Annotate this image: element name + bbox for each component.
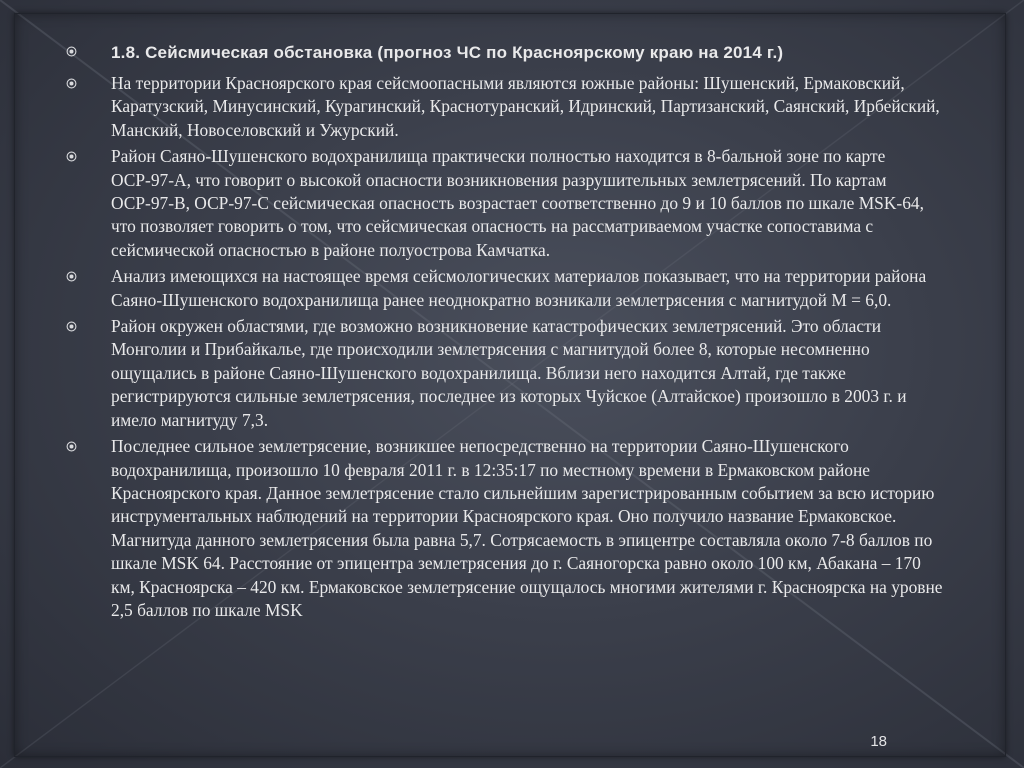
paragraph-seismological-analysis xyxy=(66,265,946,312)
paragraph-text: Последнее сильное землетрясение, возникшее непосредственно на территории Саяно-Шушенского водохранилища, произошло 10 февраля 2011 г. в 12:35:17 по местному времени в Ермаковском районе Красноярского края. Данное землетрясение стало сильнейшим зарегистрированным событием за всю историю инструментальных наблюдений на территории Красноярского края. Оно получило название Ермаковское. Магнитуда данного землетрясения была равна 5,7. Сотрясаемость в эпицентре составляла около 7-8 баллов по шкале MSK 64. Расстояние от эпицентра землетрясения до г. Саяногорска равно около 100 км, Абакана – 170 км, Красноярска – 420 км. Ермаковское землетрясение ощущалось многими жителями г. Красноярска на уровне 2,5 баллов по шкале MSK xyxy=(111,436,943,620)
radio-circle-bullet-icon xyxy=(66,441,77,452)
slide-content xyxy=(66,41,946,625)
page-number: 18 xyxy=(870,733,887,750)
paragraph-text: Район окружен областями, где возможно возникновение катастрофических землетрясений. Это области Монголии и Прибайкалье, где происходили землетрясения с магнитудой более 8, которые несомненно ощущались в районе Саяно-Шушенского водохранилища. Вблизи него находится Алтай, где также регистрируются сильные землетрясения, последнее из которых Чуйское (Алтайское) произошло в 2003 г. и имело магнитуду 7,3. xyxy=(111,316,907,430)
paragraph-text: Район Саяно-Шушенского водохранилища практически полностью находится в 8-бальной зоне по карте ОСР-97-А, что говорит о высокой опасности возникновения разрушительных землетрясений. По картам ОСР-97-В, ОСР-97-С сейсмическая опасность возрастает соответственно до 9 и 10 баллов по шкале MSK-64, что позволяет говорить о том, что сейсмическая опасность на рассматриваемом участке сопоставима с сейсмической опасностью в районе полуострова Камчатка. xyxy=(111,146,924,260)
radio-circle-bullet-icon xyxy=(66,46,77,57)
paragraph-reservoir-zone xyxy=(66,145,946,262)
slide-title-text: 1.8. Сейсмическая обстановка (прогноз ЧС по Красноярскому краю на 2014 г.) xyxy=(111,43,784,62)
paragraph-southern-districts xyxy=(66,72,946,142)
paragraph-surrounding-regions xyxy=(66,315,946,432)
radio-circle-bullet-icon xyxy=(66,151,77,162)
paragraph-text: Анализ имеющихся на настоящее время сейсмологических материалов показывает, что на территории района Саяно-Шушенского водохранилища ранее неоднократно возникали землетрясения с магнитудой М = 6,0. xyxy=(111,266,927,310)
paragraph-text: На территории Красноярского края сейсмоопасными являются южные районы: Шушенский, Ермаковский, Каратузский, Минусинский, Курагинский, Краснотуранский, Идринский, Партизанский, Саянский, Ирбейский, Манский, Новоселовский и Ужурский. xyxy=(111,73,940,140)
radio-circle-bullet-icon xyxy=(66,321,77,332)
radio-circle-bullet-icon xyxy=(66,78,77,89)
paragraph-ermakovskoe-earthquake xyxy=(66,435,946,622)
radio-circle-bullet-icon xyxy=(66,271,77,282)
slide-title xyxy=(66,41,946,64)
